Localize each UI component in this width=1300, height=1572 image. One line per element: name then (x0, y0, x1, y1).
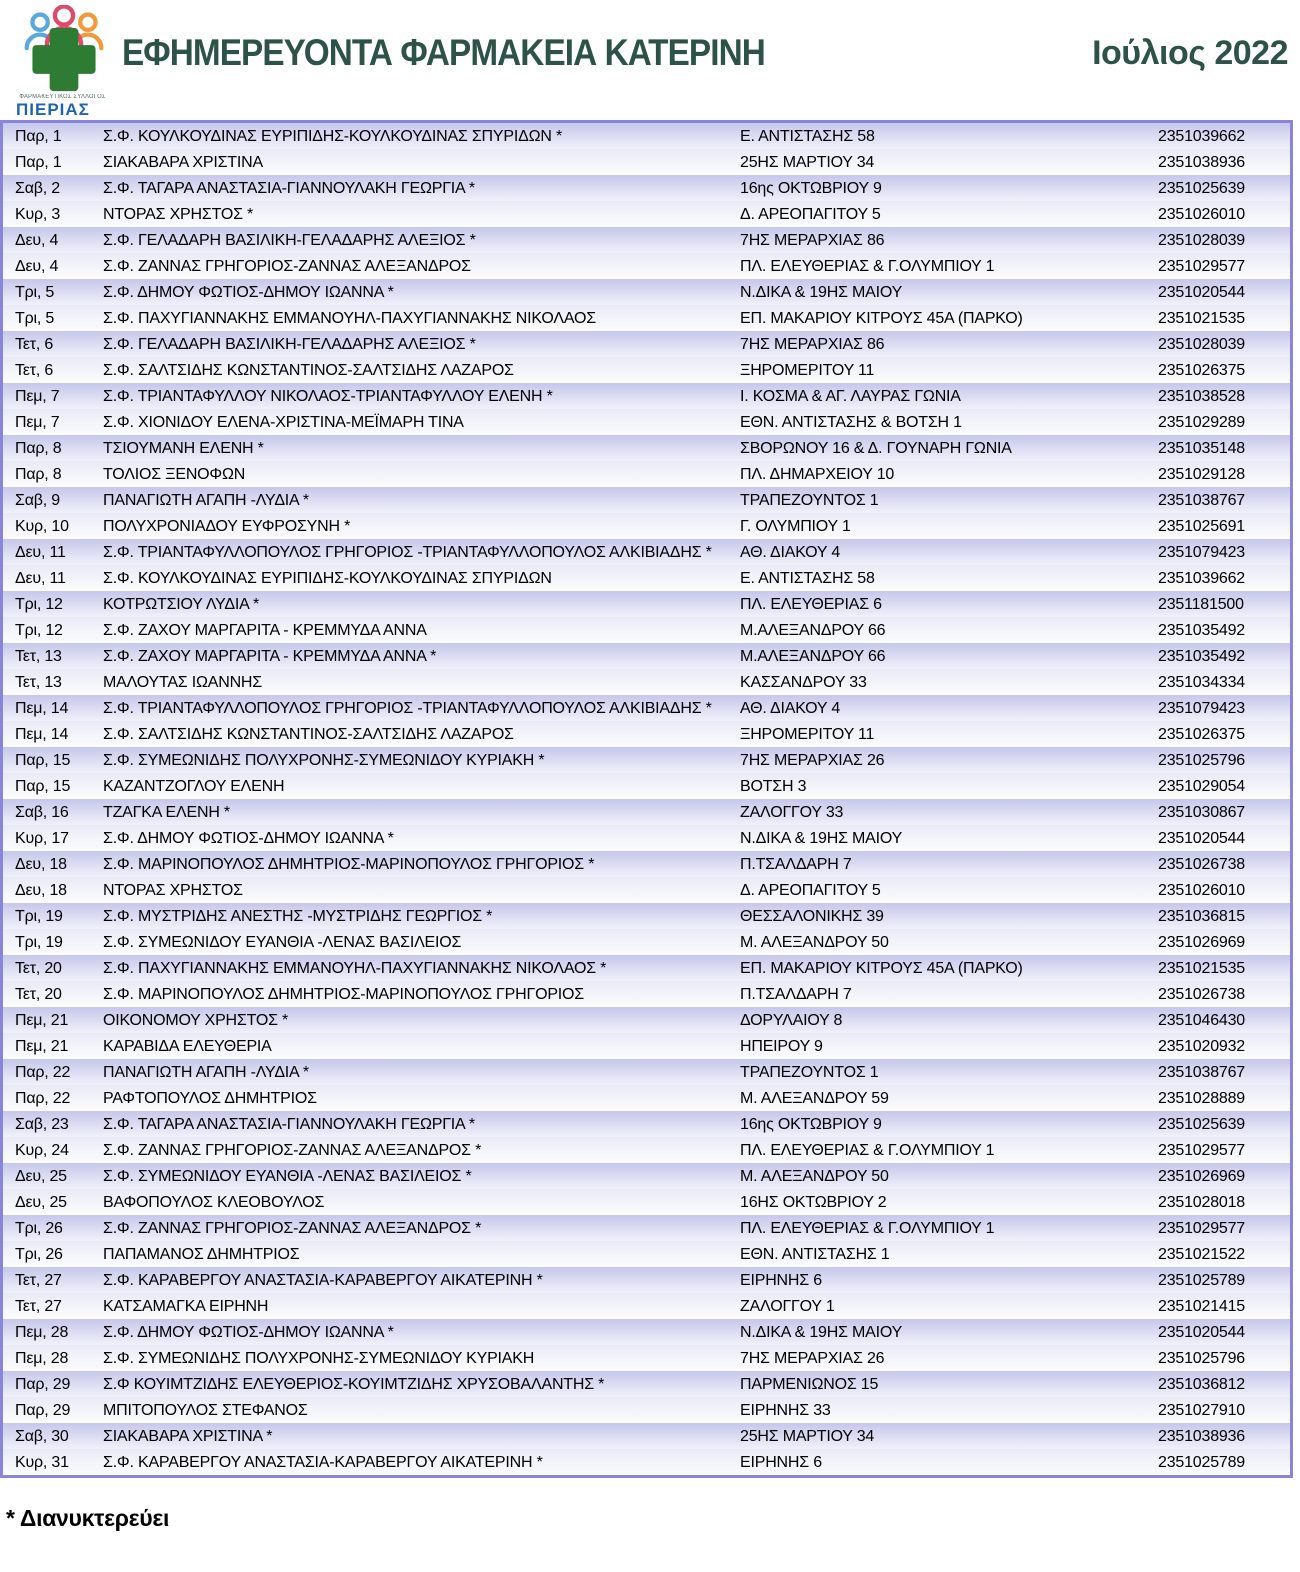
pharmacy-name-cell: Σ.Φ. ΚΑΡΑΒΕΡΓΟΥ ΑΝΑΣΤΑΣΙΑ-ΚΑΡΑΒΕΡΓΟΥ ΑΙΚΑΤΕΡΙΝΗ * (103, 1453, 543, 1471)
phone-cell: 2351030867 (1158, 803, 1245, 821)
pharmacy-name-cell: ΠΑΝΑΓΙΩΤΗ ΑΓΑΠΗ -ΛΥΔΙΑ * (103, 1063, 309, 1081)
pharmacy-name-cell: Σ.Φ. ΓΕΛΑΔΑΡΗ ΒΑΣΙΛΙΚΗ-ΓΕΛΑΔΑΡΗΣ ΑΛΕΞΙΟΣ * (103, 335, 476, 353)
day-cell: Παρ, 29 (15, 1375, 71, 1393)
day-cell: Τετ, 13 (15, 673, 62, 691)
table-row (3, 123, 1290, 149)
table-row (3, 331, 1290, 357)
address-cell: Γ. ΟΛΥΜΠΙΟΥ 1 (740, 517, 851, 535)
table-row (3, 1397, 1290, 1423)
day-cell: Πεμ, 14 (15, 725, 69, 743)
address-cell: ΖΑΛΟΓΓΟΥ 1 (740, 1297, 835, 1315)
table-row (3, 1111, 1290, 1137)
day-cell: Δευ, 11 (15, 569, 66, 587)
pharmacy-name-cell: ΡΑΦΤΟΠΟΥΛΟΣ ΔΗΜΗΤΡΙΟΣ (103, 1089, 317, 1107)
table-row (3, 487, 1290, 513)
address-cell: 25ΗΣ ΜΑΡΤΙΟΥ 34 (740, 1427, 875, 1445)
day-cell: Τρι, 26 (15, 1245, 63, 1263)
day-cell: Δευ, 11 (15, 543, 66, 561)
address-cell: ΠΑΡΜΕΝΙΩΝΟΣ 15 (740, 1375, 879, 1393)
table-row (3, 175, 1290, 201)
day-cell: Δευ, 18 (15, 881, 67, 899)
pharmacy-name-cell: Σ.Φ. ΜΑΡΙΝΟΠΟΥΛΟΣ ΔΗΜΗΤΡΙΟΣ-ΜΑΡΙΝΟΠΟΥΛΟΣ ΓΡΗΓΟΡΙΟΣ * (103, 855, 595, 873)
pharmacy-name-cell: Σ.Φ. ΚΑΡΑΒΕΡΓΟΥ ΑΝΑΣΤΑΣΙΑ-ΚΑΡΑΒΕΡΓΟΥ ΑΙΚΑΤΕΡΙΝΗ * (103, 1271, 543, 1289)
pharmacy-name-cell: ΝΤΟΡΑΣ ΧΡΗΣΤΟΣ (103, 881, 243, 899)
address-cell: 7ΗΣ ΜΕΡΑΡΧΙΑΣ 86 (740, 335, 885, 353)
pharmacy-name-cell: ΠΑΝΑΓΙΩΤΗ ΑΓΑΠΗ -ΛΥΔΙΑ * (103, 491, 309, 509)
pharmacy-name-cell: Σ.Φ. ΠΑΧΥΓΙΑΝΝΑΚΗΣ ΕΜΜΑΝΟΥΗΛ-ΠΑΧΥΓΙΑΝΝΑΚΗΣ ΝΙΚΟΛΑΟΣ * (103, 959, 607, 977)
table-row (3, 383, 1290, 409)
table-row (3, 1059, 1290, 1085)
day-cell: Κυρ, 10 (15, 517, 69, 535)
table-row (3, 253, 1290, 279)
phone-cell: 2351029577 (1158, 1219, 1245, 1237)
address-cell: 16ης ΟΚΤΩΒΡΙΟΥ 9 (740, 179, 882, 197)
phone-cell: 2351020544 (1158, 283, 1245, 301)
table-row (3, 513, 1290, 539)
phone-cell: 2351026375 (1158, 725, 1245, 743)
pharmacy-name-cell: Σ.Φ. ΤΑΓΑΡΑ ΑΝΑΣΤΑΣΙΑ-ΓΙΑΝΝΟΥΛΑΚΗ ΓΕΩΡΓΙΑ * (103, 179, 475, 197)
phone-cell: 2351038528 (1158, 387, 1245, 405)
phone-cell: 2351029577 (1158, 257, 1245, 275)
phone-cell: 2351025789 (1158, 1271, 1245, 1289)
phone-cell: 2351079423 (1158, 543, 1245, 561)
pharmacy-name-cell: Σ.Φ. ΣΑΛΤΣΙΔΗΣ ΚΩΝΣΤΑΝΤΙΝΟΣ-ΣΑΛΤΣΙΔΗΣ ΛΑΖΑΡΟΣ (103, 725, 514, 743)
pharmacy-name-cell: ΣΙΑΚΑΒΑΡΑ ΧΡΙΣΤΙΝΑ (103, 153, 263, 171)
pharmacy-association-logo (14, 5, 114, 120)
phone-cell: 2351026375 (1158, 361, 1245, 379)
phone-cell: 2351021535 (1158, 959, 1245, 977)
day-cell: Τρι, 19 (15, 933, 63, 951)
pharmacy-name-cell: Σ.Φ. ΖΑΝΝΑΣ ΓΡΗΓΟΡΙΟΣ-ΖΑΝΝΑΣ ΑΛΕΞΑΝΔΡΟΣ (103, 257, 471, 275)
address-cell: Δ. ΑΡΕΟΠΑΓΙΤΟΥ 5 (740, 881, 881, 899)
phone-cell: 2351026969 (1158, 933, 1245, 951)
day-cell: Δευ, 4 (15, 257, 59, 275)
address-cell: ΤΡΑΠΕΖΟΥΝΤΟΣ 1 (740, 491, 879, 509)
phone-cell: 2351021415 (1158, 1297, 1245, 1315)
phone-cell: 2351021522 (1158, 1245, 1245, 1263)
pharmacy-name-cell: Σ.Φ. ΣΥΜΕΩΝΙΔΟΥ ΕΥΑΝΘΙΑ -ΛΕΝΑΣ ΒΑΣΙΛΕΙΟΣ * (103, 1167, 472, 1185)
day-cell: Παρ, 8 (15, 439, 62, 457)
day-cell: Κυρ, 31 (15, 1453, 69, 1471)
day-cell: Σαβ, 16 (15, 803, 69, 821)
pharmacy-name-cell: Σ.Φ. ΔΗΜΟΥ ΦΩΤΙΟΣ-ΔΗΜΟΥ ΙΩΑΝΝΑ * (103, 283, 394, 301)
table-row (3, 409, 1290, 435)
day-cell: Παρ, 22 (15, 1063, 71, 1081)
address-cell: ΕΙΡΗΝΗΣ 6 (740, 1271, 822, 1289)
address-cell: ΘΕΣΣΑΛΟΝΙΚΗΣ 39 (740, 907, 884, 925)
table-row (3, 1241, 1290, 1267)
pharmacy-name-cell: Σ.Φ. ΖΑΧΟΥ ΜΑΡΓΑΡΙΤΑ - ΚΡΕΜΜΥΔΑ ΑΝΝΑ (103, 621, 427, 639)
address-cell: Μ.ΑΛΕΞΑΝΔΡΟΥ 66 (740, 647, 886, 665)
table-row (3, 1371, 1290, 1397)
table-row (3, 565, 1290, 591)
table-row (3, 903, 1290, 929)
overnight-footnote: * Διανυκτερεύει (6, 1505, 170, 1531)
address-cell: ΕΘΝ. ΑΝΤΙΣΤΑΣΗΣ & ΒΟΤΣΗ 1 (740, 413, 962, 431)
table-row (3, 305, 1290, 331)
table-row (3, 955, 1290, 981)
pharmacy-name-cell: ΝΤΟΡΑΣ ΧΡΗΣΤΟΣ * (103, 205, 254, 223)
day-cell: Δευ, 25 (15, 1193, 67, 1211)
table-row (3, 799, 1290, 825)
pharmacy-name-cell: Σ.Φ. ΚΟΥΛΚΟΥΔΙΝΑΣ ΕΥΡΙΠΙΔΗΣ-ΚΟΥΛΚΟΥΔΙΝΑΣ ΣΠΥΡΙΔΩΝ * (103, 127, 562, 145)
table-row (3, 1189, 1290, 1215)
pharmacy-name-cell: ΚΑΖΑΝΤΖΟΓΛΟΥ ΕΛΕΝΗ (103, 777, 285, 795)
phone-cell: 2351036815 (1158, 907, 1245, 925)
table-row (3, 643, 1290, 669)
address-cell: ΕΙΡΗΝΗΣ 6 (740, 1453, 822, 1471)
phone-cell: 2351025691 (1158, 517, 1245, 535)
phone-cell: 2351027910 (1158, 1401, 1245, 1419)
table-row (3, 981, 1290, 1007)
pharmacy-name-cell: Σ.Φ. ΖΑΝΝΑΣ ΓΡΗΓΟΡΙΟΣ-ΖΑΝΝΑΣ ΑΛΕΞΑΝΔΡΟΣ * (103, 1219, 482, 1237)
day-cell: Τετ, 20 (15, 985, 62, 1003)
day-cell: Παρ, 22 (15, 1089, 71, 1107)
day-cell: Σαβ, 9 (15, 491, 60, 509)
address-cell: ΤΡΑΠΕΖΟΥΝΤΟΣ 1 (740, 1063, 879, 1081)
day-cell: Δευ, 18 (15, 855, 67, 873)
pharmacy-name-cell: ΚΟΤΡΩΤΣΙΟΥ ΛΥΔΙΑ * (103, 595, 259, 613)
address-cell: ΖΑΛΟΓΓΟΥ 33 (740, 803, 844, 821)
pharmacy-name-cell: Σ.Φ. ΣΥΜΕΩΝΙΔΗΣ ΠΟΛΥΧΡΟΝΗΣ-ΣΥΜΕΩΝΙΔΟΥ ΚΥΡΙΑΚΗ (103, 1349, 535, 1367)
day-cell: Τετ, 27 (15, 1297, 62, 1315)
phone-cell: 2351026010 (1158, 205, 1245, 223)
phone-cell: 2351046430 (1158, 1011, 1245, 1029)
table-row (3, 461, 1290, 487)
pharmacy-name-cell: Σ.Φ. ΚΟΥΛΚΟΥΔΙΝΑΣ ΕΥΡΙΠΙΔΗΣ-ΚΟΥΛΚΟΥΔΙΝΑΣ ΣΠΥΡΙΔΩΝ (103, 569, 552, 587)
address-cell: ΑΘ. ΔΙΑΚΟΥ 4 (740, 699, 841, 717)
phone-cell: 2351035492 (1158, 621, 1245, 639)
address-cell: ΔΟΡΥΛΑΙΟΥ 8 (740, 1011, 843, 1029)
day-cell: Κυρ, 24 (15, 1141, 69, 1159)
table-row (3, 851, 1290, 877)
table-row (3, 591, 1290, 617)
table-row (3, 1137, 1290, 1163)
day-cell: Κυρ, 17 (15, 829, 69, 847)
phone-cell: 2351026738 (1158, 985, 1245, 1003)
pharmacy-table (0, 120, 1293, 1478)
table-row (3, 1163, 1290, 1189)
day-cell: Πεμ, 28 (15, 1323, 69, 1341)
day-cell: Πεμ, 21 (15, 1011, 69, 1029)
address-cell: Μ. ΑΛΕΞΑΝΔΡΟΥ 50 (740, 1167, 889, 1185)
pharmacy-name-cell: ΠΑΠΑΜΑΝΟΣ ΔΗΜΗΤΡΙΟΣ (103, 1245, 300, 1263)
day-cell: Δευ, 25 (15, 1167, 67, 1185)
day-cell: Τετ, 6 (15, 335, 54, 353)
table-row (3, 227, 1290, 253)
logo-org-small-text: ΦΑΡΜΑΚΕΥΤΙΚΟΣ ΣΥΛΛΟΓΟΣ (19, 94, 106, 100)
day-cell: Τρι, 26 (15, 1219, 63, 1237)
table-row (3, 825, 1290, 851)
day-cell: Πεμ, 7 (15, 413, 60, 431)
address-cell: ΕΘΝ. ΑΝΤΙΣΤΑΣΗΣ 1 (740, 1245, 890, 1263)
address-cell: 16ΗΣ ΟΚΤΩΒΡΙΟΥ 2 (740, 1193, 887, 1211)
address-cell: Μ.ΑΛΕΞΑΝΔΡΟΥ 66 (740, 621, 886, 639)
phone-cell: 2351021535 (1158, 309, 1245, 327)
pharmacy-name-cell: ΚΑΡΑΒΙΔΑ ΕΛΕΥΘΕΡΙΑ (103, 1037, 272, 1055)
address-cell: ΕΠ. ΜΑΚΑΡΙΟΥ ΚΙΤΡΟΥΣ 45Α (ΠΑΡΚΟ) (740, 959, 1023, 977)
day-cell: Δευ, 4 (15, 231, 59, 249)
table-row (3, 877, 1290, 903)
address-cell: Π.ΤΣΑΛΔΑΡΗ 7 (740, 855, 852, 873)
pharmacy-name-cell: Σ.Φ. ΤΡΙΑΝΤΑΦΥΛΛΟΠΟΥΛΟΣ ΓΡΗΓΟΡΙΟΣ -ΤΡΙΑΝΤΑΦΥΛΛΟΠΟΥΛΟΣ ΑΛΚΙΒΙΑΔΗΣ * (103, 699, 712, 717)
month-label: Ιούλιος 2022 (1092, 34, 1288, 72)
day-cell: Παρ, 1 (15, 153, 62, 171)
phone-cell: 2351025639 (1158, 1115, 1245, 1133)
page-header (0, 0, 1300, 120)
address-cell: Ν.ΔΙΚΑ & 19ΗΣ ΜΑΙΟΥ (740, 283, 903, 301)
phone-cell: 2351026969 (1158, 1167, 1245, 1185)
day-cell: Τρι, 5 (15, 309, 55, 327)
day-cell: Σαβ, 2 (15, 179, 60, 197)
table-row (3, 773, 1290, 799)
address-cell: Π.ΤΣΑΛΔΑΡΗ 7 (740, 985, 852, 1003)
table-row (3, 1319, 1290, 1345)
pharmacy-name-cell: Σ.Φ. ΧΙΟΝΙΔΟΥ ΕΛΕΝΑ-ΧΡΙΣΤΙΝΑ-ΜΕΪΜΑΡΗ ΤΙΝΑ (103, 413, 464, 431)
phone-cell: 2351026010 (1158, 881, 1245, 899)
table-row (3, 617, 1290, 643)
phone-cell: 2351020932 (1158, 1037, 1245, 1055)
phone-cell: 2351028889 (1158, 1089, 1245, 1107)
address-cell: Δ. ΑΡΕΟΠΑΓΙΤΟΥ 5 (740, 205, 881, 223)
day-cell: Τετ, 13 (15, 647, 62, 665)
table-row (3, 1085, 1290, 1111)
day-cell: Τετ, 6 (15, 361, 54, 379)
day-cell: Τρι, 19 (15, 907, 63, 925)
day-cell: Τρι, 12 (15, 595, 63, 613)
table-row (3, 357, 1290, 383)
phone-cell: 2351020544 (1158, 1323, 1245, 1341)
day-cell: Τρι, 5 (15, 283, 55, 301)
address-cell: Ε. ΑΝΤΙΣΤΑΣΗΣ 58 (740, 569, 875, 587)
day-cell: Παρ, 8 (15, 465, 62, 483)
address-cell: Ι. ΚΟΣΜΑ & ΑΓ. ΛΑΥΡΑΣ ΓΩΝΙΑ (740, 387, 961, 405)
table-row (3, 747, 1290, 773)
pharmacy-name-cell: ΠΟΛΥΧΡΟΝΙΑΔΟΥ ΕΥΦΡΟΣΥΝΗ * (103, 517, 351, 535)
address-cell: Μ. ΑΛΕΞΑΝΔΡΟΥ 50 (740, 933, 889, 951)
address-cell: Ν.ΔΙΚΑ & 19ΗΣ ΜΑΙΟΥ (740, 1323, 903, 1341)
phone-cell: 2351038767 (1158, 1063, 1245, 1081)
address-cell: ΠΛ. ΕΛΕΥΘΕΡΙΑΣ & Γ.ΟΛΥΜΠΙΟΥ 1 (740, 257, 995, 275)
address-cell: ΗΠΕΙΡΟΥ 9 (740, 1037, 823, 1055)
day-cell: Τετ, 20 (15, 959, 62, 977)
pharmacy-name-cell: ΤΟΛΙΟΣ ΞΕΝΟΦΩΝ (103, 465, 246, 483)
table-row (3, 1423, 1290, 1449)
pharmacy-name-cell: Σ.Φ. ΣΥΜΕΩΝΙΔΟΥ ΕΥΑΝΘΙΑ -ΛΕΝΑΣ ΒΑΣΙΛΕΙΟΣ (103, 933, 462, 951)
pharmacy-name-cell: ΤΖΑΓΚΑ ΕΛΕΝΗ * (103, 803, 230, 821)
table-row (3, 201, 1290, 227)
phone-cell: 2351028039 (1158, 335, 1245, 353)
logo-org-name: ΠΙΕΡΙΑΣ (16, 100, 90, 119)
address-cell: ΕΙΡΗΝΗΣ 33 (740, 1401, 831, 1419)
phone-cell: 2351038767 (1158, 491, 1245, 509)
pharmacy-name-cell: ΒΑΦΟΠΟΥΛΟΣ ΚΛΕΟΒΟΥΛΟΣ (103, 1193, 325, 1211)
phone-cell: 2351028039 (1158, 231, 1245, 249)
pharmacy-name-cell: ΜΑΛΟΥΤΑΣ ΙΩΑΝΝΗΣ (103, 673, 262, 691)
pharmacy-name-cell: Σ.Φ. ΖΑΧΟΥ ΜΑΡΓΑΡΙΤΑ - ΚΡΕΜΜΥΔΑ ΑΝΝΑ * (103, 647, 437, 665)
table-row (3, 1449, 1290, 1475)
phone-cell: 2351025796 (1158, 751, 1245, 769)
table-row (3, 1345, 1290, 1371)
address-cell: 25ΗΣ ΜΑΡΤΙΟΥ 34 (740, 153, 875, 171)
day-cell: Παρ, 15 (15, 751, 71, 769)
table-row (3, 1033, 1290, 1059)
phone-cell: 2351079423 (1158, 699, 1245, 717)
phone-cell: 2351020544 (1158, 829, 1245, 847)
pharmacy-name-cell: Σ.Φ ΚΟΥΙΜΤΖΙΔΗΣ ΕΛΕΥΘΕΡΙΟΣ-ΚΟΥΙΜΤΖΙΔΗΣ ΧΡΥΣΟΒΑΛΑΝΤΗΣ * (103, 1375, 605, 1393)
address-cell: ΠΛ. ΕΛΕΥΘΕΡΙΑΣ & Γ.ΟΛΥΜΠΙΟΥ 1 (740, 1219, 995, 1237)
table-row (3, 1007, 1290, 1033)
phone-cell: 2351036812 (1158, 1375, 1245, 1393)
address-cell: ΞΗΡΟΜΕΡΙΤΟΥ 11 (740, 725, 875, 743)
phone-cell: 2351029054 (1158, 777, 1245, 795)
phone-cell: 2351029577 (1158, 1141, 1245, 1159)
pharmacy-name-cell: ΣΙΑΚΑΒΑΡΑ ΧΡΙΣΤΙΝΑ * (103, 1427, 273, 1445)
day-cell: Πεμ, 21 (15, 1037, 69, 1055)
pharmacy-name-cell: Σ.Φ. ΖΑΝΝΑΣ ΓΡΗΓΟΡΙΟΣ-ΖΑΝΝΑΣ ΑΛΕΞΑΝΔΡΟΣ * (103, 1141, 482, 1159)
phone-cell: 2351035492 (1158, 647, 1245, 665)
pharmacy-name-cell: ΜΠΙΤΟΠΟΥΛΟΣ ΣΤΕΦΑΝΟΣ (103, 1401, 308, 1419)
table-row (3, 539, 1290, 565)
day-cell: Κυρ, 3 (15, 205, 61, 223)
table-row (3, 1215, 1290, 1241)
pharmacy-name-cell: Σ.Φ. ΣΑΛΤΣΙΔΗΣ ΚΩΝΣΤΑΝΤΙΝΟΣ-ΣΑΛΤΣΙΔΗΣ ΛΑΖΑΡΟΣ (103, 361, 514, 379)
phone-cell: 2351034334 (1158, 673, 1245, 691)
table-row (3, 1293, 1290, 1319)
pharmacy-cross-people-icon (16, 5, 112, 93)
table-row (3, 669, 1290, 695)
address-cell: 7ΗΣ ΜΕΡΑΡΧΙΑΣ 86 (740, 231, 885, 249)
pharmacy-name-cell: ΟΙΚΟΝΟΜΟΥ ΧΡΗΣΤΟΣ * (103, 1011, 289, 1029)
address-cell: ΣΒΟΡΩΝΟΥ 16 & Δ. ΓΟΥΝΑΡΗ ΓΩΝΙΑ (740, 439, 1012, 457)
phone-cell: 2351028018 (1158, 1193, 1245, 1211)
phone-cell: 2351039662 (1158, 569, 1245, 587)
table-row (3, 721, 1290, 747)
address-cell: Ν.ΔΙΚΑ & 19ΗΣ ΜΑΙΟΥ (740, 829, 903, 847)
table-row (3, 279, 1290, 305)
address-cell: 16ης ΟΚΤΩΒΡΙΟΥ 9 (740, 1115, 882, 1133)
phone-cell: 2351038936 (1158, 1427, 1245, 1445)
address-cell: Μ. ΑΛΕΞΑΝΔΡΟΥ 59 (740, 1089, 889, 1107)
day-cell: Τετ, 27 (15, 1271, 62, 1289)
pharmacy-name-cell: Σ.Φ. ΓΕΛΑΔΑΡΗ ΒΑΣΙΛΙΚΗ-ΓΕΛΑΔΑΡΗΣ ΑΛΕΞΙΟΣ * (103, 231, 476, 249)
day-cell: Τρι, 12 (15, 621, 63, 639)
pharmacy-name-cell: Σ.Φ. ΠΑΧΥΓΙΑΝΝΑΚΗΣ ΕΜΜΑΝΟΥΗΛ-ΠΑΧΥΓΙΑΝΝΑΚΗΣ ΝΙΚΟΛΑΟΣ (103, 309, 596, 327)
phone-cell: 2351025789 (1158, 1453, 1245, 1471)
phone-cell: 2351038936 (1158, 153, 1245, 171)
address-cell: ΑΘ. ΔΙΑΚΟΥ 4 (740, 543, 841, 561)
table-row (3, 435, 1290, 461)
table-row (3, 929, 1290, 955)
pharmacy-name-cell: Σ.Φ. ΣΥΜΕΩΝΙΔΗΣ ΠΟΛΥΧΡΟΝΗΣ-ΣΥΜΕΩΝΙΔΟΥ ΚΥΡΙΑΚΗ * (103, 751, 545, 769)
pharmacy-name-cell: Σ.Φ. ΔΗΜΟΥ ΦΩΤΙΟΣ-ΔΗΜΟΥ ΙΩΑΝΝΑ * (103, 829, 394, 847)
page-title: ΕΦΗΜΕΡΕΥΟΝΤΑ ΦΑΡΜΑΚΕΙΑ ΚΑΤΕΡΙΝΗ (122, 32, 765, 73)
address-cell: ΠΛ. ΔΗΜΑΡΧΕΙΟΥ 10 (740, 465, 895, 483)
address-cell: 7ΗΣ ΜΕΡΑΡΧΙΑΣ 26 (740, 751, 885, 769)
address-cell: Ε. ΑΝΤΙΣΤΑΣΗΣ 58 (740, 127, 875, 145)
address-cell: ΒΟΤΣΗ 3 (740, 777, 807, 795)
phone-cell: 2351025796 (1158, 1349, 1245, 1367)
address-cell: ΕΠ. ΜΑΚΑΡΙΟΥ ΚΙΤΡΟΥΣ 45Α (ΠΑΡΚΟ) (740, 309, 1023, 327)
address-cell: ΠΛ. ΕΛΕΥΘΕΡΙΑΣ 6 (740, 595, 882, 613)
pharmacy-name-cell: Σ.Φ. ΤΡΙΑΝΤΑΦΥΛΛΟΥ ΝΙΚΟΛΑΟΣ-ΤΡΙΑΝΤΑΦΥΛΛΟΥ ΕΛΕΝΗ * (103, 387, 553, 405)
pharmacy-name-cell: Σ.Φ. ΤΡΙΑΝΤΑΦΥΛΛΟΠΟΥΛΟΣ ΓΡΗΓΟΡΙΟΣ -ΤΡΙΑΝΤΑΦΥΛΛΟΠΟΥΛΟΣ ΑΛΚΙΒΙΑΔΗΣ * (103, 543, 712, 561)
address-cell: ΠΛ. ΕΛΕΥΘΕΡΙΑΣ & Γ.ΟΛΥΜΠΙΟΥ 1 (740, 1141, 995, 1159)
phone-cell: 2351039662 (1158, 127, 1245, 145)
phone-cell: 2351029128 (1158, 465, 1245, 483)
phone-cell: 2351025639 (1158, 179, 1245, 197)
table-row (3, 695, 1290, 721)
phone-cell: 2351026738 (1158, 855, 1245, 873)
day-cell: Σαβ, 23 (15, 1115, 69, 1133)
day-cell: Παρ, 15 (15, 777, 71, 795)
address-cell: ΚΑΣΣΑΝΔΡΟΥ 33 (740, 673, 867, 691)
day-cell: Πεμ, 7 (15, 387, 60, 405)
pharmacy-name-cell: ΤΣΙΟΥΜΑΝΗ ΕΛΕΝΗ * (103, 439, 264, 457)
pharmacy-name-cell: ΚΑΤΣΑΜΑΓΚΑ ΕΙΡΗΝΗ (103, 1297, 269, 1315)
day-cell: Παρ, 29 (15, 1401, 71, 1419)
day-cell: Παρ, 1 (15, 127, 62, 145)
day-cell: Πεμ, 14 (15, 699, 69, 717)
pharmacy-name-cell: Σ.Φ. ΔΗΜΟΥ ΦΩΤΙΟΣ-ΔΗΜΟΥ ΙΩΑΝΝΑ * (103, 1323, 394, 1341)
pharmacy-name-cell: Σ.Φ. ΜΥΣΤΡΙΔΗΣ ΑΝΕΣΤΗΣ -ΜΥΣΤΡΙΔΗΣ ΓΕΩΡΓΙΟΣ * (103, 907, 493, 925)
phone-cell: 2351029289 (1158, 413, 1245, 431)
address-cell: ΞΗΡΟΜΕΡΙΤΟΥ 11 (740, 361, 875, 379)
phone-cell: 2351035148 (1158, 439, 1245, 457)
day-cell: Πεμ, 28 (15, 1349, 69, 1367)
pharmacy-name-cell: Σ.Φ. ΤΑΓΑΡΑ ΑΝΑΣΤΑΣΙΑ-ΓΙΑΝΝΟΥΛΑΚΗ ΓΕΩΡΓΙΑ * (103, 1115, 475, 1133)
pharmacy-name-cell: Σ.Φ. ΜΑΡΙΝΟΠΟΥΛΟΣ ΔΗΜΗΤΡΙΟΣ-ΜΑΡΙΝΟΠΟΥΛΟΣ ΓΡΗΓΟΡΙΟΣ (103, 985, 584, 1003)
address-cell: 7ΗΣ ΜΕΡΑΡΧΙΑΣ 26 (740, 1349, 885, 1367)
table-row (3, 149, 1290, 175)
phone-cell: 2351181500 (1158, 595, 1244, 613)
table-row (3, 1267, 1290, 1293)
day-cell: Σαβ, 30 (15, 1427, 69, 1445)
